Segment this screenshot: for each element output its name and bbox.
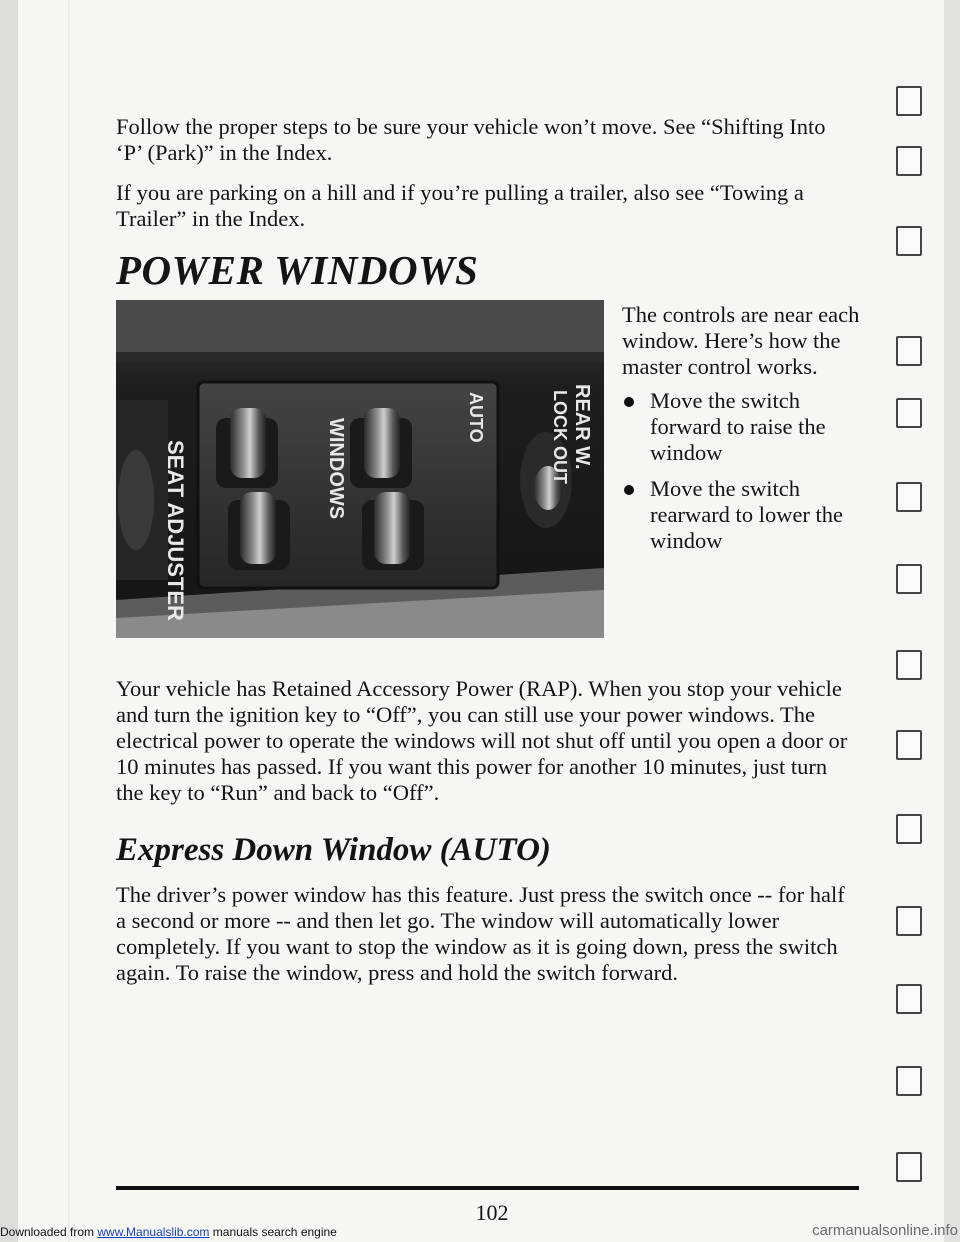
paragraph-shifting-into-park: Follow the proper steps to be sure your vehicle won’t move. See “Shifting Into ‘P’ (Park)” in the Index.: [116, 114, 826, 165]
scan-edge-right: [944, 0, 960, 1242]
download-suffix: manuals search engine: [209, 1225, 337, 1239]
step-lower-window: Move the switch rearward to lower the window: [650, 476, 844, 553]
window-switch-rear-left: [228, 492, 290, 570]
list-item: [622, 476, 862, 554]
section-tab-1: [896, 86, 922, 116]
section-tab-2: [896, 146, 922, 176]
label-rear-window: REAR W.: [571, 384, 593, 470]
section-tab-10: [896, 814, 922, 844]
window-switch-front-right: [350, 408, 412, 488]
section-tab-7: [896, 564, 922, 594]
label-seat-adjuster: SEAT ADJUSTER: [163, 440, 188, 621]
section-tab-4: [896, 336, 922, 366]
window-switch-front-left: [216, 408, 278, 488]
footer-rule: [116, 1186, 859, 1190]
watermark: carmanualsonline.info: [812, 1222, 958, 1239]
download-prefix: Downloaded from: [0, 1225, 98, 1239]
section-tab-6: [896, 482, 922, 512]
download-source-note: [0, 1224, 337, 1240]
label-windows: WINDOWS: [325, 418, 347, 520]
master-control-intro: The controls are near each window. Here’s how the master control works.: [622, 302, 860, 379]
section-tab-5: [896, 398, 922, 428]
master-control-description: [622, 302, 862, 564]
heading-power-windows: POWER WINDOWS: [116, 247, 479, 293]
section-tab-9: [896, 730, 922, 760]
paragraph-express-down-feature: The driver’s power window has this feature. Just press the switch once -- for half a second or more -- and then let go. The window will automatically lower completely. If you want to stop the window as it is going down, press the switch again. To raise the window, press and hold the switch forward.: [116, 882, 845, 985]
section-tab-13: [896, 1066, 922, 1096]
section-tab-11: [896, 906, 922, 936]
label-auto: AUTO: [466, 392, 486, 443]
power-window-switch-photo: [116, 300, 604, 638]
paragraph-towing-trailer: If you are parking on a hill and if you’re pulling a trailer, also see “Towing a Trailer” in the Index.: [116, 180, 804, 231]
page-number: 102: [475, 1200, 509, 1225]
window-switch-rear-right: [362, 492, 424, 570]
scan-margin-line: [68, 0, 70, 1242]
section-tab-12: [896, 984, 922, 1014]
bullet-icon: [624, 485, 634, 495]
heading-express-down-window: Express Down Window (AUTO): [116, 832, 551, 868]
master-control-steps: [622, 388, 862, 554]
section-tab-14: [896, 1152, 922, 1182]
paragraph-retained-accessory-power: Your vehicle has Retained Accessory Power (RAP). When you stop your vehicle and turn the ignition key to “Off”, you can still use your power windows. The electrical power to operate the windows will not shut off until you open a door or 10 minutes has passed. If you want this power for another 10 minutes, just turn the key to “Run” and back to “Off”.: [116, 676, 848, 805]
scan-edge-left: [0, 0, 18, 1242]
list-item: [622, 388, 862, 466]
section-tab-3: [896, 226, 922, 256]
label-lock-out: LOCK OUT: [550, 390, 570, 484]
step-raise-window: Move the switch forward to raise the window: [650, 388, 826, 465]
manualslib-link[interactable]: www.Manualslib.com: [97, 1225, 210, 1239]
bullet-icon: [624, 397, 634, 407]
section-tab-8: [896, 650, 922, 680]
